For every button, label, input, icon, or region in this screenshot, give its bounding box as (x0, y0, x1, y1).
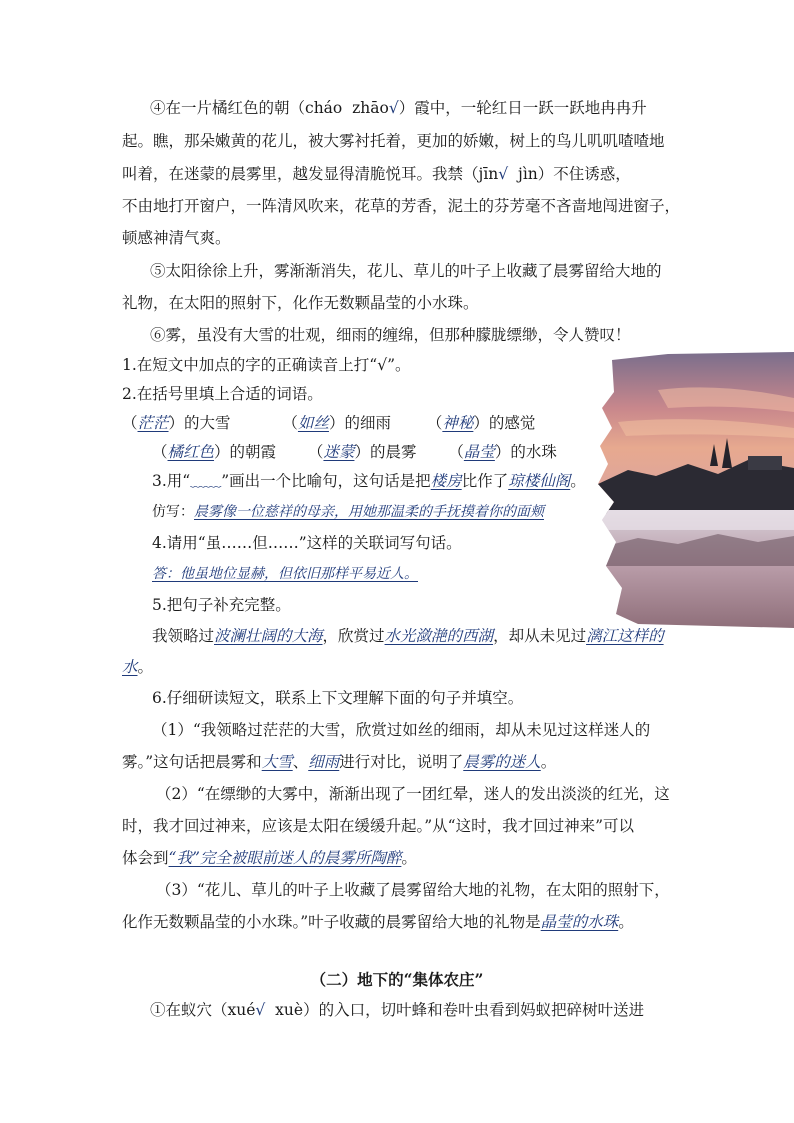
q6-1-line1: （1）“我领略过茫茫的大雪，欣赏过如丝的细雨，却从未见过这样迷人的 (152, 721, 651, 739)
question-6: 6.仔细研读短文，联系上下文理解下面的句子并填空。 (152, 689, 524, 707)
q6-2-line3: 体会到“我”完全被眼前迷人的晨雾所陶醉。 (122, 849, 417, 867)
q2-row1 (122, 413, 535, 433)
q6-2-line2: 时，我才回过神来，应该是太阳在缓缓升起。”从“这时，我才回过神来”可以 (122, 817, 635, 835)
p4-line2: 起。瞧，那朵嫩黄的花儿，被大雾衬托着，更加的娇嫩，树上的鸟儿叽叽喳喳地 (122, 132, 665, 150)
q5-line2: 水。 (122, 658, 154, 676)
q6-3-line2: 化作无数颗晶莹的小水珠。”叶子收藏的晨雾留给大地的礼物是晶莹的水珠。 (122, 913, 634, 931)
q2-item: （晶莹）的水珠 (448, 443, 557, 461)
p5-line2: 礼物，在太阳的照射下，化作无数颗晶莹的小水珠。 (122, 294, 479, 312)
question-3: 3.用“﹏﹏”画出一个比喻句，这句话是把楼房比作了琼楼仙阁。 (152, 472, 586, 490)
p4-line5: 顿感神清气爽。 (122, 229, 231, 247)
q2-item: （迷蒙）的晨雾 (307, 443, 417, 461)
q6-1-line2: 雾。”这句话把晨雾和大雪、细雨进行对比，说明了晨雾的迷人。 (122, 753, 557, 771)
question-2: 2.在括号里填上合适的词语。 (122, 385, 323, 403)
q2-item: （茫茫）的大雪 (122, 414, 231, 432)
q6-2-line1: （2）“在缥缈的大雾中，渐渐出现了一团红晕，迷人的发出淡淡的红光，这 (156, 785, 670, 803)
passage2-line1: ①在蚁穴（xué√ xuè）的入口，切叶蜂和卷叶虫看到妈蚁把碎树叶送进 (150, 1001, 645, 1019)
p4-line1: ④在一片橘红色的朝（cháo zhāo√）霞中，一轮红日一跃一跃地冉冉升 (150, 99, 647, 117)
q2-item: （橘红色）的朝霞 (152, 443, 277, 461)
q5-line1: 我领略过波澜壮阔的大海，欣赏过水光潋滟的西湖，却从未见过漓江这样的 (152, 627, 664, 645)
question-5: 5.把句子补充完整。 (152, 596, 291, 614)
q2-item: （如丝）的细雨 (282, 414, 391, 432)
q2-item: （神秘）的感觉 (426, 414, 536, 432)
p5-line1: ⑤太阳徐徐上升，雾渐渐消失，花儿、草儿的叶子上收藏了晨雾留给大地的 (150, 262, 662, 280)
question-4: 4.请用“虽……但……”这样的关联词写句话。 (152, 534, 462, 552)
p4-line4: 不由地打开窗户，一阵清风吹来，花草的芳香，泥土的芬芳毫不吝啬地闯进窗子， (122, 197, 681, 215)
section-title: （二）地下的“集体农庄” (310, 970, 484, 989)
q4-answer: 答：他虽地位显赫，但依旧那样平易近人。 (152, 566, 418, 582)
q2-row2 (152, 442, 557, 462)
imitation-line: 仿写：晨雾像一位慈祥的母亲，用她那温柔的手抚摸着你的面颊 (152, 504, 544, 520)
lake-sunrise-photo (598, 352, 794, 628)
p4-line3: 叫着，在迷蒙的晨雾里，越发显得清脆悦耳。我禁（jīn√ jìn）不住诱惑， (122, 165, 631, 183)
q6-3-line1: （3）“花儿、草儿的叶子上收藏了晨雾留给大地的礼物，在太阳的照射下， (156, 881, 670, 899)
p6-line: ⑥雾，虽没有大雪的壮观，细雨的缠绵，但那种朦胧缥缈，令人赞叹！ (150, 326, 631, 344)
question-1: 1.在短文中加点的字的正确读音上打“√”。 (122, 356, 411, 374)
